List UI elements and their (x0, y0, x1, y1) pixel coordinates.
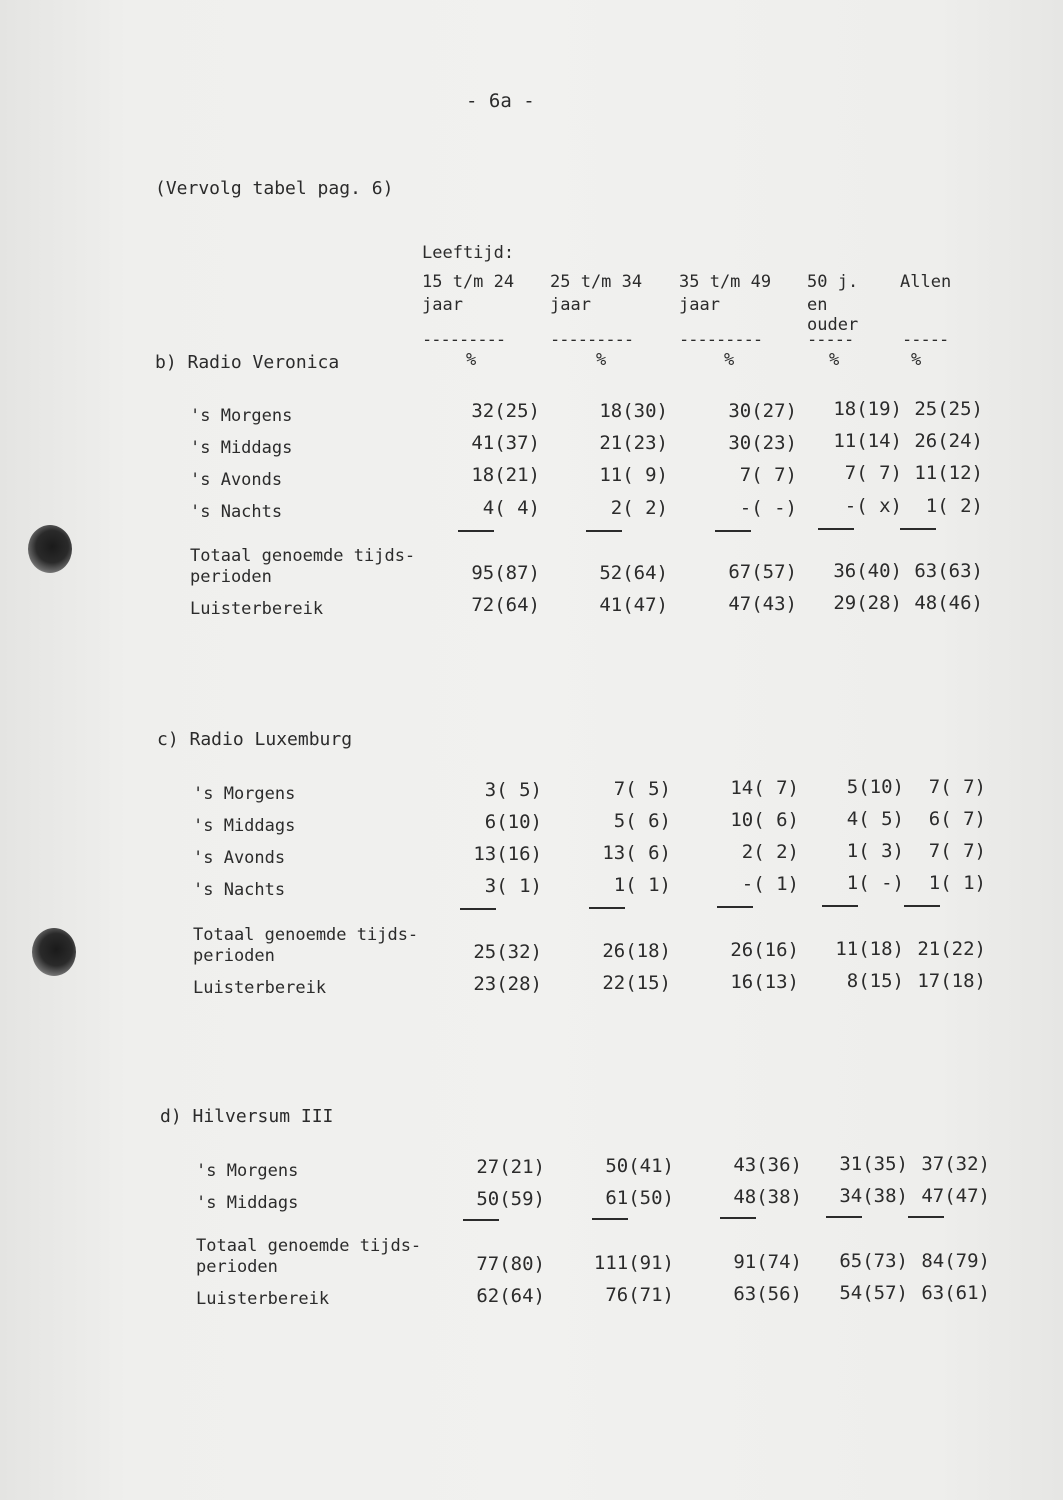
table-cell: 54(57) (839, 1282, 908, 1304)
col3-header-line1: 35 t/m 49 (679, 272, 772, 292)
table-cell: 25(32) (473, 941, 542, 963)
table-cell: 67(57) (728, 561, 797, 583)
section-title: d) Hilversum III (160, 1106, 334, 1127)
table-cell: 3( 1) (484, 875, 542, 897)
table-cell: 76(71) (605, 1284, 674, 1306)
col4-header-line3: ouder (807, 315, 859, 335)
table-cell: -( 1) (741, 873, 799, 895)
subtotal-rule (715, 530, 751, 532)
row-label: 's Avonds (190, 470, 283, 490)
col3-header-line2: jaar (679, 295, 720, 315)
page-number: - 6a - (466, 90, 535, 112)
table-cell: 48(38) (733, 1186, 802, 1208)
col5-header-rule: ----- (902, 330, 949, 350)
punch-hole (28, 525, 72, 573)
table-cell: 61(50) (605, 1187, 674, 1209)
unit-col1: % (466, 350, 477, 370)
table-cell: 1( -) (846, 872, 904, 894)
unit-col2: % (596, 350, 607, 370)
table-cell: 43(36) (733, 1154, 802, 1176)
subtotal-rule (818, 528, 854, 530)
table-cell: 21(22) (917, 938, 986, 960)
table-cell: 50(59) (476, 1188, 545, 1210)
table-cell: 21(23) (599, 432, 668, 454)
subtotal-rule (586, 530, 622, 532)
col2-header-line1: 25 t/m 34 (550, 272, 643, 292)
table-cell: 36(40) (833, 560, 902, 582)
table-cell: 3( 5) (484, 779, 542, 801)
table-cell: 6( 7) (928, 808, 986, 830)
table-cell: 62(64) (476, 1285, 545, 1307)
table-cell: 16(13) (730, 971, 799, 993)
subtotal-rule (826, 1216, 862, 1218)
table-cell: 32(25) (471, 400, 540, 422)
table-cell: 29(28) (833, 592, 902, 614)
table-cell: 11(18) (835, 938, 904, 960)
table-cell: 27(21) (476, 1156, 545, 1178)
subtitle: (Vervolg tabel pag. 6) (155, 178, 394, 199)
row-label: 's Morgens (190, 406, 293, 426)
table-cell: 41(47) (599, 594, 668, 616)
total-label-line1: Totaal genoemde tijds- (190, 546, 416, 566)
table-cell: 111(91) (593, 1252, 674, 1274)
table-cell: 8(15) (846, 970, 904, 992)
table-cell: 11(12) (914, 462, 983, 484)
table-cell: 84(79) (921, 1250, 990, 1272)
table-cell: 37(32) (921, 1153, 990, 1175)
table-cell: 10( 6) (730, 809, 799, 831)
subtotal-rule (592, 1218, 628, 1220)
table-cell: 48(46) (914, 592, 983, 614)
total-label-line1: Totaal genoemde tijds- (193, 925, 419, 945)
table-cell: 1( 3) (846, 840, 904, 862)
table-cell: 5( 6) (613, 810, 671, 832)
subtotal-rule (717, 906, 753, 908)
table-cell: 95(87) (471, 562, 540, 584)
col3-header-rule: --------- (679, 330, 763, 350)
table-cell: 2( 2) (610, 497, 668, 519)
punch-hole (32, 928, 76, 976)
table-cell: 7( 7) (739, 464, 797, 486)
subtotal-rule (720, 1217, 756, 1219)
row-label: 's Nachts (190, 502, 283, 522)
section-title: b) Radio Veronica (155, 352, 340, 373)
table-cell: 13( 6) (602, 842, 671, 864)
table-cell: 1( 1) (928, 872, 986, 894)
table-cell: 1( 1) (613, 874, 671, 896)
table-cell: 1( 2) (925, 495, 983, 517)
table-cell: 63(61) (921, 1282, 990, 1304)
col4-header-line2: en (807, 295, 828, 315)
subtotal-rule (822, 905, 858, 907)
table-cell: 18(19) (833, 398, 902, 420)
col2-header-rule: --------- (550, 330, 634, 350)
table-cell: 63(63) (914, 560, 983, 582)
unit-col5: % (911, 350, 922, 370)
table-cell: 4( 4) (482, 497, 540, 519)
subtotal-rule (463, 1219, 499, 1221)
reach-label: Luisterbereik (196, 1289, 330, 1309)
table-cell: 47(43) (728, 593, 797, 615)
reach-label: Luisterbereik (190, 599, 324, 619)
row-label: 's Middags (193, 816, 296, 836)
subtotal-rule (589, 907, 625, 909)
table-cell: 6(10) (484, 811, 542, 833)
table-cell: 23(28) (473, 973, 542, 995)
table-cell: 50(41) (605, 1155, 674, 1177)
table-cell: 7( 7) (928, 840, 986, 862)
total-label-line2: perioden (196, 1257, 278, 1277)
table-cell: 30(27) (728, 400, 797, 422)
col1-header-rule: --------- (422, 330, 506, 350)
col4-header-line1: 50 j. (807, 272, 859, 292)
table-cell: 63(56) (733, 1283, 802, 1305)
table-cell: 17(18) (917, 970, 986, 992)
subtotal-rule (900, 528, 936, 530)
row-label: 's Middags (196, 1193, 299, 1213)
table-cell: 77(80) (476, 1253, 545, 1275)
row-label: 's Nachts (193, 880, 286, 900)
total-label-line1: Totaal genoemde tijds- (196, 1236, 422, 1256)
table-cell: 11(14) (833, 430, 902, 452)
table-cell: 91(74) (733, 1251, 802, 1273)
table-cell: 30(23) (728, 432, 797, 454)
reach-label: Luisterbereik (193, 978, 327, 998)
unit-col4: % (829, 350, 840, 370)
total-label-line2: perioden (193, 946, 275, 966)
table-cell: 13(16) (473, 843, 542, 865)
table-cell: 5(10) (846, 776, 904, 798)
table-cell: -( -) (739, 497, 797, 519)
table-cell: 26(24) (914, 430, 983, 452)
table-cell: 7( 7) (928, 776, 986, 798)
subtotal-rule (460, 908, 496, 910)
table-cell: 34(38) (839, 1185, 908, 1207)
col5-header-line1: Allen (900, 272, 952, 292)
table-cell: 26(16) (730, 939, 799, 961)
unit-col3: % (724, 350, 735, 370)
table-cell: 41(37) (471, 432, 540, 454)
table-cell: 7( 5) (613, 778, 671, 800)
table-cell: 26(18) (602, 940, 671, 962)
subtotal-rule (908, 1216, 944, 1218)
subtotal-rule (904, 905, 940, 907)
col1-header-line1: 15 t/m 24 (422, 272, 515, 292)
total-label-line2: perioden (190, 567, 272, 587)
table-cell: 25(25) (914, 398, 983, 420)
table-cell: 65(73) (839, 1250, 908, 1272)
subtotal-rule (458, 530, 494, 532)
table-cell: 18(30) (599, 400, 668, 422)
table-cell: 18(21) (471, 464, 540, 486)
table-cell: -( x) (844, 495, 902, 517)
row-label: 's Morgens (193, 784, 296, 804)
table-cell: 4( 5) (846, 808, 904, 830)
table-cell: 52(64) (599, 562, 668, 584)
table-cell: 72(64) (471, 594, 540, 616)
row-label: 's Middags (190, 438, 293, 458)
section-title: c) Radio Luxemburg (157, 729, 353, 750)
table-cell: 22(15) (602, 972, 671, 994)
col1-header-line2: jaar (422, 295, 463, 315)
table-cell: 2( 2) (741, 841, 799, 863)
col2-header-line2: jaar (550, 295, 591, 315)
table-cell: 11( 9) (599, 464, 668, 486)
table-cell: 31(35) (839, 1153, 908, 1175)
table-cell: 14( 7) (730, 777, 799, 799)
table-cell: 47(47) (921, 1185, 990, 1207)
col4-header-rule: ----- (807, 330, 854, 350)
table-cell: 7( 7) (844, 462, 902, 484)
age-label: Leeftijd: (422, 243, 515, 263)
row-label: 's Avonds (193, 848, 286, 868)
row-label: 's Morgens (196, 1161, 299, 1181)
